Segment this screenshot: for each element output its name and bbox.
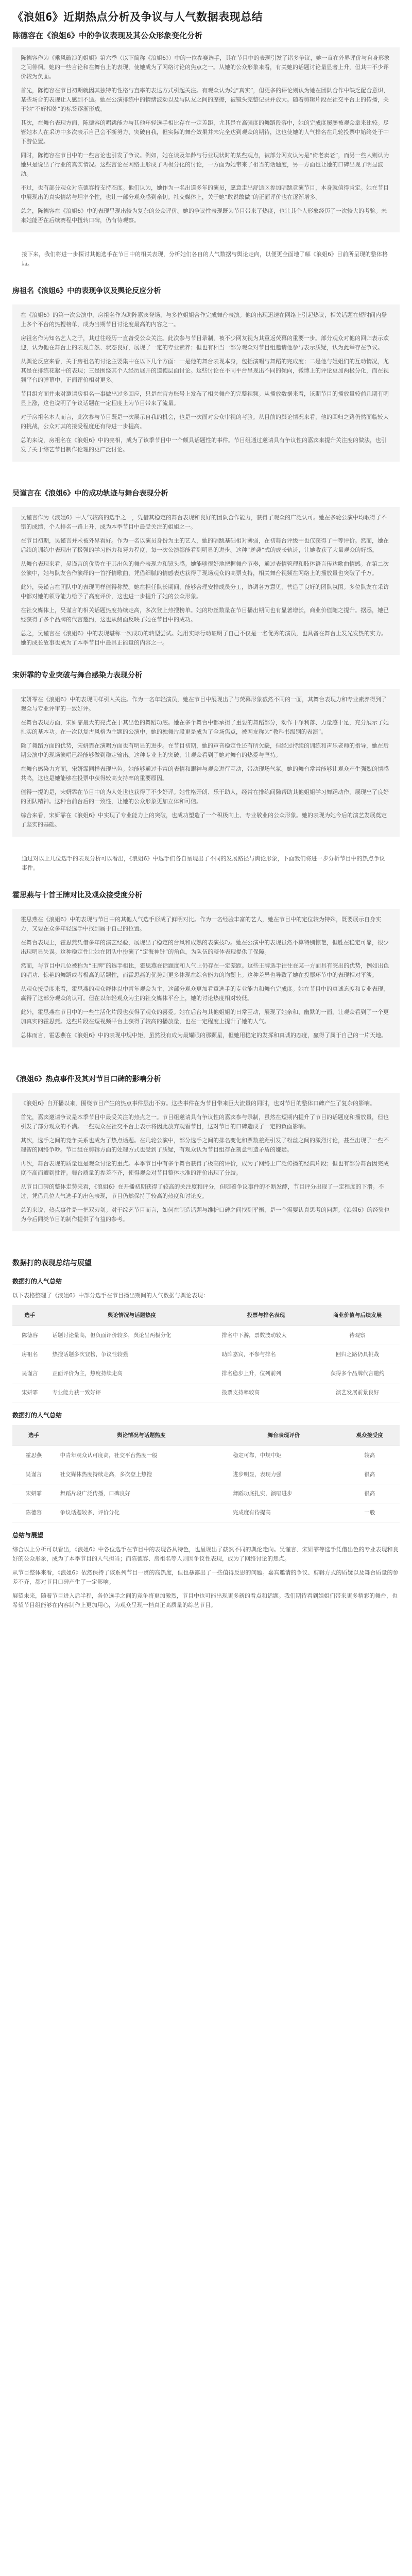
- transition-note: 通过对以上几位选手的表现分析可以看出，《浪姐6》中选手们各自呈现出了不同的发展路径与舆论形象，下面我们将进一步分析节目中的热点争议事件。: [22, 855, 385, 871]
- section-heading: 《浪姐6》热点事件及其对节目口碑的影响分析: [12, 1075, 161, 1083]
- paragraph: 在节目初期，吴谨言并未被外界看好。作为一名以演员身份为主的艺人，她的唱跳基础相对薄弱，在初舞台评级中也仅获得了中等评价。然而，她在后续的训练中表现出了极强的学习能力和努力程度，每一次公演都能看到明显的进步。这种“逆袭”式的成长轨迹，让她收获了大量观众的好感。: [21, 537, 389, 553]
- table-row: [12, 1484, 400, 1503]
- paragraph: 从节目口碑的整体走势来看，《浪姐6》在开播初期获得了较高的关注度和评分，但随着争议事件的不断发酵，节目评分出现了一定程度的下滑。不过，凭借几位人气选手的出色表现，节目仍然保持了较高的热度和讨论度。: [21, 1183, 384, 1199]
- paragraph: 此外，吴谨言在团队中的表现同样值得称赞。她在担任队长期间，能够合理安排成员分工，协调各方意见，营造了良好的团队氛围。多位队友在采访中都对她的领导能力给予了高度评价，这也进一步提升了她的公众形象。: [21, 584, 389, 600]
- section-heading: 房祖名《浪姐6》中的表现争议及舆论反应分析: [12, 287, 161, 295]
- paragraph: 值得一提的是，宋妍霏在节目中的为人处世也获得了不少好评。她性格开朗、乐于助人，经常在排练间隙帮助其他姐姐学习舞蹈动作，展现出了良好的团队精神。这种台前台后的一致性，让她的公众形象更加立体和可信。: [21, 789, 389, 805]
- page-title: 《浪姐6》近期热点分析及争议与人气数据表现总结: [12, 11, 263, 23]
- table-cell: 投票支持率较高: [217, 1383, 315, 1402]
- paragraph: 在舞台表现上，霍思燕凭借多年的演艺经验，展现出了稳定的台风和成熟的表演技巧。她在公演中的表现虽然不算特别惊艳，但胜在稳定可靠，很少出现明显失误。这种稳定性让她在团队中扮演了“定海神针”的角色，为队伍的整体表现提供了保障。: [21, 939, 389, 955]
- table-row: [12, 1364, 400, 1383]
- paragraph: 综合以上分析可以看出，《浪姐6》中各位选手在节目中的表现各具特色，也呈现出了截然不同的舆论走向。吴谨言、宋妍霏等选手凭借出色的专业表现和良好的公众形象，成为了本季节目的人气担当；而陈德容、房祖名等人则因争议性表现，成为了网络讨论的焦点。: [12, 1546, 399, 1562]
- table-row: [12, 1465, 400, 1484]
- paragraph: 在《浪姐6》的第一次公演中，房祖名作为助阵嘉宾登场，与多位姐姐合作完成舞台表演。他的出现迅速在网络上引起热议，相关话题在短时间内登上多个平台的热搜榜单，成为当期节目讨论度最高的内容之一。: [21, 312, 387, 328]
- paragraph: 再次，舞台表现的质量也是观众讨论的重点。本季节目中有多个舞台获得了极高的评价，成为了网络上广泛传播的经典片段；但也有部分舞台因完成度不高而遭到批评。舞台质量的参差不齐，使得观众对节目整体水准的评价出现了分歧。: [21, 1160, 389, 1176]
- table-cell: 助阵嘉宾，不参与排名: [217, 1345, 315, 1364]
- section-card: [12, 47, 400, 232]
- paragraph: 总体而言，霍思燕在《浪姐6》中的表现中规中矩，虽然没有成为最耀眼的那颗星，但她用稳定的发挥和真诚的态度，赢得了属于自己的一片天地。: [21, 1032, 387, 1039]
- column-header: 投票与排名表现: [217, 1305, 315, 1326]
- spacer: [12, 1049, 400, 1059]
- column-header: 选手: [12, 1305, 47, 1326]
- table-cell: 舞蹈功底扎实，演唱进步: [228, 1484, 339, 1503]
- paragraph: 总之，陈德容在《浪姐6》中的表现呈现出较为复杂的公众评价。她的争议性表现既为节目带来了热度，也让其个人形象经历了一次较大的考验。未来她能否在后续赛程中扭转口碑，仍有待观察。: [21, 208, 387, 224]
- table-row: [12, 1503, 400, 1522]
- table-cell: 舞蹈片段广泛传播，口碑良好: [55, 1484, 228, 1503]
- paragraph: 从舆论反应来看，关于房祖名的讨论主要集中在以下几个方面：一是他的舞台表现本身，包括演唱与舞蹈的完成度；二是他与姐姐们的互动情况，尤其是在排练花絮中的表现；三是围绕其个人经历展开的道德层面讨论。这些讨论在不同平台呈现出不同的倾向，微博上的评论更加两极分化，而在视频平台的弹幕中，正面评价相对更多。: [21, 358, 389, 383]
- paragraph: 首先，陈德容在节目初期就因其独特的性格与直率的表达方式引起关注。有观众认为她“真实”，但更多的评论则认为她在团队合作中缺乏配合意识，某些场合的表现让人感到不适。她在公演排练中的情绪波动以及与队友之间的摩擦，被镜头完整记录并放大。随着剪辑片段在社交平台上的传播，关于她“不好相处”的标签逐渐形成。: [21, 87, 389, 112]
- paragraph: 在舞台感染力方面，宋妍霏同样表现出色。她能够通过丰富的表情和眼神与观众进行互动，带动现场气氛。她的舞台常常能够让观众产生强烈的情感共鸣，这也是她能够在投票中获得较高支持率的重要原因。: [21, 766, 389, 782]
- paragraph: 同时，陈德容在节目中的一些言论也引发了争议。例如，她在谈及年龄与行业现状时的某些观点，被部分网友认为是“倚老卖老”，而另一些人则认为她只是说出了行业的真实情况。这些言论在网络上形成了两极分化的讨论，一方面为她带来了相当的话题度，另一方面也让她的口碑出现了明显波动。: [21, 152, 389, 177]
- section-card: [12, 909, 400, 1047]
- paragraph: 首先，嘉宾邀请争议是本季节目中最受关注的热点之一。节目组邀请具有争议性的嘉宾参与录制，虽然在短期内提升了节目的话题度和播放量，但也引发了部分观众的不满。一些观众在社交平台上表示将因此放弃观看节目，这对节目的口碑造成了一定的负面影响。: [21, 1114, 389, 1130]
- table-cell: 待观察: [315, 1326, 400, 1345]
- section-heading: 霍思燕与十首王牌对比及观众接受度分析: [12, 891, 142, 900]
- paragraph: 房祖名作为知名艺人之子，其过往经历一直备受公众关注。此次参与节目录制，被不少网友视为其重返荧幕的重要一步。部分观众对他的回归表示欢迎，认为他在舞台上的表现自然、状态良好，展现了一定的专业素养；但也有相当一部分观众对节目组邀请他参与表示质疑，认为此举存在争议。: [21, 335, 389, 351]
- paragraph: 对于房祖名本人而言，此次参与节目既是一次展示自我的机会，也是一次面对公众审视的考验。从目前的舆论情况来看，他的回归之路仍然面临较大的挑战，公众对其的接受程度还有待进一步提高。: [21, 414, 389, 430]
- spacer: [12, 1233, 400, 1243]
- table-cell: 完成度有待提高: [228, 1503, 339, 1522]
- paragraph: 总之，吴谨言在《浪姐6》中的表现堪称一次成功的转型尝试。她用实际行动证明了自己不仅是一名优秀的演员，也具备在舞台上发光发热的实力。她的成长故事也成为了本季节目中最具正能量的内容之一。: [21, 630, 387, 646]
- table-header-row: [12, 1425, 400, 1446]
- table-cell: 陈德容: [12, 1503, 55, 1522]
- table-cell: 正面评价为主，热度持续走高: [47, 1364, 217, 1383]
- table-cell: 争议话题较多，评价分化: [55, 1503, 228, 1522]
- paragraph: 宋妍霏在《浪姐6》中的表现同样引人关注。作为一名年轻演员，她在节目中展现出了与荧幕形象截然不同的一面，其舞台表现力和专业素养得到了观众与专业评审的一致好评。: [21, 696, 387, 712]
- table-cell: 社交媒体热度持续走高，多次登上热搜: [55, 1465, 228, 1484]
- paragraph: 从节目整体来看，《浪姐6》依然保持了该系列节目一贯的高热度，但也暴露出了一些值得反思的问题。嘉宾邀请的争议、剪辑方式的质疑以及舞台质量的参差不齐，都对节目口碑产生了一定影响。: [12, 1569, 399, 1585]
- table-caption: 数据打的人气总结: [12, 1278, 62, 1285]
- paragraph: 从观众接受度来看，霍思燕的观众群体以中青年观众为主，这部分观众更加看重选手的专业能力和舞台完成度。她在节目中的真诚态度和专业表现，赢得了这部分观众的认可。但在以年轻观众为主的社交媒体平台上，她的讨论热度相对较低。: [21, 986, 389, 1002]
- table-header-row: [12, 1305, 400, 1326]
- section-card: [12, 304, 400, 462]
- paragraph: 陈德容作为《乘风破浪的姐姐》第六季（以下简称《浪姐6》）中的一位参赛选手，其在节目中的表现引发了诸多争议，她一直在外界评价与自身形象之间徘徊。她的一些言论和在舞台上的表现，使她成为了网络讨论的焦点之一。从她的公众形象来看，有关她的话题讨论量显著上升，但其中不少评价较为负面。: [21, 55, 390, 80]
- table-cell: 获得多个品牌代言邀约: [315, 1364, 400, 1383]
- paragraph: 总的来说，房祖名在《浪姐6》中的亮相，成为了该季节目中一个颇具话题性的事件。节目组通过邀请具有争议性的嘉宾来提升关注度的做法，也引发了关于综艺节目制作伦理的更广泛讨论。: [21, 437, 387, 453]
- table-cell: 回归之路仍具挑战: [315, 1345, 400, 1364]
- table-cell: 较高: [340, 1446, 400, 1465]
- paragraph: 此外，霍思燕在节目中的一些生活化片段也获得了观众的喜爱。她在后台与其他姐姐的日常互动，展现了她亲和、幽默的一面，让观众看到了一个更加真实的霍思燕。这些片段在短视频平台上获得了较高的播放量，也在一定程度上提升了她的人气。: [21, 1009, 389, 1025]
- paragraph: 《浪姐6》自开播以来，围绕节目产生的热点事件层出不穷。这些事件在为节目带来巨大流量的同时，也对节目的整体口碑产生了复杂的影响。: [21, 1100, 375, 1107]
- table-cell: 很高: [340, 1484, 400, 1503]
- table-cell: 吴谨言: [12, 1465, 55, 1484]
- table-caption: 数据打的人气总结: [12, 1412, 62, 1419]
- table-cell: 专业能力获一致好评: [47, 1383, 217, 1402]
- table-cell: 话题讨论量高，但负面评价较多，舆论呈两极分化: [47, 1326, 217, 1345]
- paragraph: 除了舞蹈方面的优势，宋妍霏在演唱方面也有明显的进步。在节目初期，她的声音稳定性还有所欠缺，但经过持续的训练和声乐老师的指导，她在后期公演中的现场演唱已经能够做到稳定输出。这种专业上的突破，让观众看到了她对舞台的热爱与坚持。: [21, 742, 389, 758]
- table-row: [12, 1446, 400, 1465]
- paragraph: 展望未来，随着节目进入后半程，各位选手之间的竞争将更加激烈，节目中也可能出现更多新的看点和话题。我们期待看到姐姐们带来更多精彩的舞台，也希望节目组能够在内容制作上更加用心，为观众呈现一档真正高质量的综艺节目。: [12, 1592, 398, 1608]
- paragraph: 吴谨言作为《浪姐6》中人气较高的选手之一，凭借其稳定的舞台表现和良好的团队合作能力，获得了观众的广泛认可。她在多轮公演中均取得了不错的成绩，个人排名一路上升，成为本季节目中最受关注的姐姐之一。: [21, 514, 387, 530]
- spacer: [12, 464, 400, 473]
- paragraph: 从舞台表现来看，吴谨言的优势在于其出色的舞台表现力和镜头感。她能够很好地把握舞台节奏，通过表情管理和肢体语言传达歌曲情感。在第二次公演中，她与队友合作演绎的一首抒情歌曲，凭借细腻的情感表达获得了现场观众的高票支持，相关舞台视频在网络上的播放量也突破了千万。: [21, 561, 389, 577]
- paragraph: 然而，与节目中几位被称为“王牌”的选手相比，霍思燕在话题度和人气上仍存在一定差距。这些王牌选手往往在某一方面具有突出的优势，例如出色的唱功、惊艳的舞蹈或者极高的话题性，而霍思燕的优势则更多体现在综合能力的均衡上。这种差异也导致了她在投票环节中的表现相对平淡。: [21, 962, 389, 978]
- paragraph: 节目组方面并未对邀请房祖名一事做出过多回应，只是在官方账号上发布了相关舞台的完整视频。从播放数据来看，该期节目的播放量较前几期有明显上涨，这也说明了争议话题在一定程度上为节目带来了流量。: [21, 391, 389, 406]
- section-card: [12, 689, 400, 837]
- article-subtitle: 陈德容在《浪姐6》中的争议表现及其公众形象变化分析: [12, 31, 203, 40]
- paragraph: 在舞台表现方面，宋妍霏最大的亮点在于其出色的舞蹈功底。她在多个舞台中都承担了重要的舞蹈部分，动作干净利落、力量感十足，充分展示了她扎实的基本功。在一次以复古风格为主题的公演中，她的独舞片段更是成为了全场焦点，被网友称为“教科书级别的表演”。: [21, 719, 389, 735]
- column-header: 舞台表现评价: [228, 1425, 339, 1446]
- section-heading: 吴谨言在《浪姐6》中的成功轨迹与舞台表现分析: [12, 489, 168, 498]
- table-cell: 热搜话题多次登榜，争议性较强: [47, 1345, 217, 1364]
- table-cell: 吴谨言: [12, 1364, 47, 1383]
- section-card: [12, 507, 400, 655]
- stage-review-table: [12, 1425, 400, 1522]
- paragraph: 其次，在舞台表现方面，陈德容的唱跳能力与其他年轻选手相比存在一定差距，尤其是在高强度的舞蹈段落中，她的完成度屡屡被观众拿来比较。尽管她本人在采访中多次表示自己会不断努力、突破自我，但实际的舞台效果并未完全达到观众的期待，这也使她的人气排名在几轮投票中始终处于中下游位置。: [21, 120, 389, 145]
- paragraph: 综合来看，宋妍霏在《浪姐6》中实现了专业能力上的突破，也成功塑造了一个积极向上、专业敬业的公众形象。她的表现为她今后的演艺发展奠定了坚实的基础。: [21, 812, 387, 828]
- table-cell: 稳定可靠，中规中矩: [228, 1446, 339, 1465]
- table-cell: 房祖名: [12, 1345, 47, 1364]
- table-cell: 霍思燕: [12, 1446, 55, 1465]
- table-cell: 一般: [340, 1503, 400, 1522]
- table-cell: 宋妍霏: [12, 1484, 55, 1503]
- table-cell: 陈德容: [12, 1326, 47, 1345]
- column-header: 商业价值与后续发展: [315, 1305, 400, 1326]
- section-heading: 数据打的表现总结与展望: [12, 1259, 92, 1267]
- column-header: 舆论情况与话题热度: [55, 1425, 228, 1446]
- paragraph: 不过，也有部分观众对陈德容持支持态度。他们认为，她作为一名出道多年的演员，愿意走出舒适区参加唱跳竞演节目，本身就值得肯定。她在节目中展现出的真实情绪与坦率个性，也让一部分观众感到亲切。社交媒体上，关于她“敢说敢做”的正面评价也在逐渐增多。: [21, 184, 389, 200]
- summary-heading: 总结与展望: [12, 1532, 44, 1539]
- popularity-table: [12, 1305, 400, 1402]
- section-heading: 宋妍霏的专业突破与舞台感染力表现分析: [12, 671, 142, 680]
- table-intro: 以下表格整理了《浪姐6》中部分选手在节目播出期间的人气数据与舆论表现：: [12, 1292, 209, 1299]
- table-cell: 排名稳步上升，位列前列: [217, 1364, 315, 1383]
- table-row: [12, 1383, 400, 1402]
- paragraph: 在社交媒体上，吴谨言的相关话题热度持续走高，多次登上热搜榜单。她的粉丝数量在节目播出期间也有显著增长，商业价值随之提升。据悉，她已经获得了多个品牌的代言邀约，这也从侧面反映了她在节目中的成功。: [21, 607, 389, 623]
- column-header: 观众接受度: [340, 1425, 400, 1446]
- column-header: 选手: [12, 1425, 55, 1446]
- table-row: [12, 1345, 400, 1364]
- table-row: [12, 1326, 400, 1345]
- transition-note: 接下来，我们将进一步探讨其他选手在节目中的相关表现，分析她们各自的人气数据与舆论走向，以便更全面地了解《浪姐6》目前所呈现的整体格局。: [22, 251, 388, 267]
- table-cell: 进步明显，表现力强: [228, 1465, 339, 1484]
- table-cell: 很高: [340, 1465, 400, 1484]
- table-cell: 中青年观众认可度高，社交平台热度一般: [55, 1446, 228, 1465]
- section-card: [12, 1093, 400, 1231]
- paragraph: 霍思燕在《浪姐6》中的表现与节目中的其他人气选手形成了鲜明对比。作为一名经验丰富的艺人，她在节目中的定位较为特殊，既要展示自身实力，又要在众多年轻选手中找到属于自己的位置。: [21, 916, 381, 932]
- paragraph: 其次，选手之间的竞争关系也成为了热点话题。在几轮公演中，部分选手之间的排名变化和票数差距引发了粉丝之间的激烈讨论，甚至出现了一些不理智的网络争吵。节目组在剪辑方面的处理方式也受到了质疑，有观众认为节目组存在刻意制造矛盾的嫌疑。: [21, 1137, 389, 1153]
- table-cell: 宋妍霏: [12, 1383, 47, 1402]
- paragraph: 总的来说，热点事件是一把双刃剑。对于综艺节目而言，如何在制造话题与维护口碑之间找到平衡，是一个需要认真思考的问题。《浪姐6》的经验也为今后同类节目的制作提供了有益的参考。: [21, 1207, 390, 1223]
- table-cell: 排名中下游，票数波动较大: [217, 1326, 315, 1345]
- table-cell: 演艺发展前景良好: [315, 1383, 400, 1402]
- column-header: 舆论情况与话题热度: [47, 1305, 217, 1326]
